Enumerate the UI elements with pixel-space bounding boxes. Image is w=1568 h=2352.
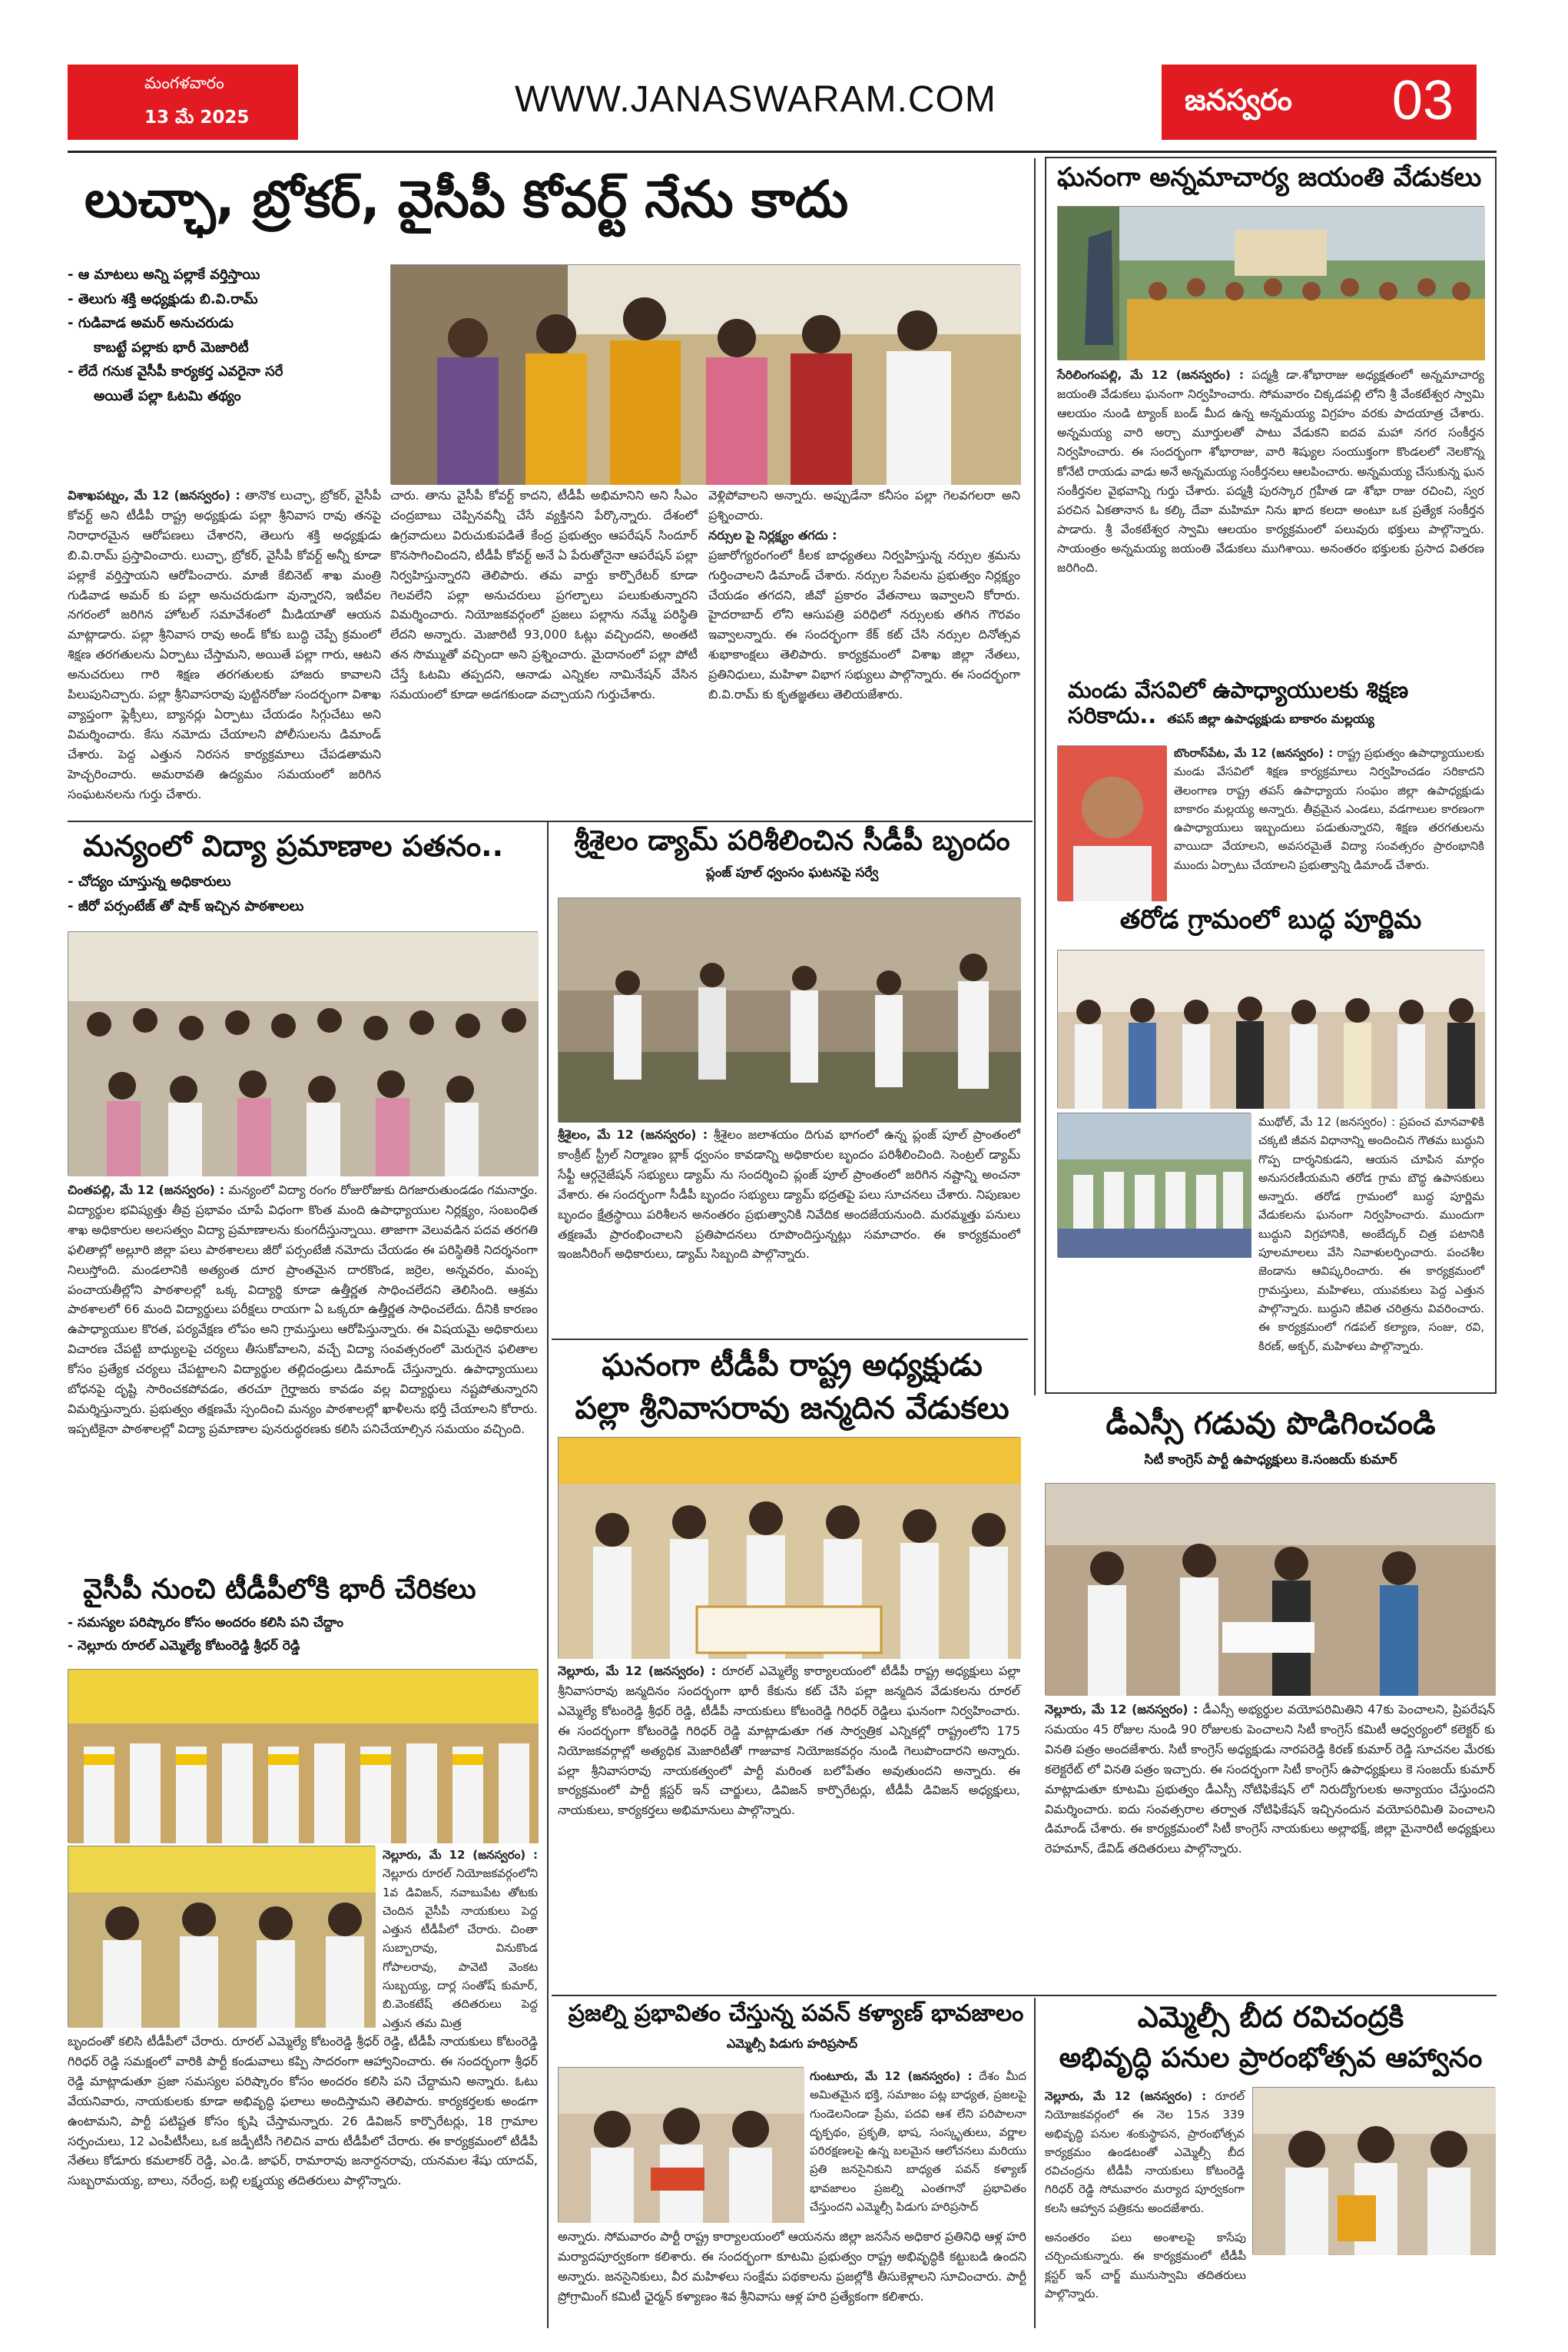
- birthday-photo: [558, 1437, 1020, 1658]
- birthday-headline-2: పల్లా శ్రీనివాసరావు జన్మదిన వేడుకలు: [575, 1391, 1009, 1426]
- website-link[interactable]: WWW.JANASWARAM.COM: [515, 79, 996, 120]
- teachers-body: బొంరాస్‌పేట, మే 12 (జనస్వరం) : రాష్ట్ర ప్రభుత్వం ఉపాధ్యాయులకు మండు వేసవిలో శిక్షణ కార్యక్రమాలు నిర్వహించడం సరికాదని తెలంగాణ రాష్ట్ర తపస్ ఉపాధ్యాయ సంఘం జిల్లా ఉపాధ్యక్షుడు బాకారం మల్లయ్య అన్నారు. తీవ్రమైన ఎండలు, వడగాలుల కారణంగా ఉపాధ్యాయులు ఇబ్బందులు పడుతున్నారని, శిక్షణ తరగతులను వాయిదా వేయాలని, అవసరమైతే విద్యా సంవత్సరం ప్రారంభానికి ముందు ఏర్పాటు చేయాలని ప్రభుత్వాన్ని డిమాండ్ చేశారు.: [1174, 746, 1484, 872]
- bullet-item: - గుడివాడ అమర్ అనుచరుడు: [68, 315, 234, 331]
- pawan-body: అన్నారు. సోమవారం పార్టీ రాష్ట్ర కార్యాలయంలో ఆయనను జిల్లా జనసేన అధికార ప్రతినిధి ఆళ్ల హరి మర్యాదపూర్వకంగా కలిశారు. ఈ సందర్భంగా కూటమి ప్రభుత్వం రాష్ట్ర అభివృద్ధికి కట్టుబడి ఉందని అన్నారు. జనసైనికులు, వీర మహిళలు సంక్షేమ పథకాలను ప్రజల్లోకి తీసుకెళ్లాలని సూచించారు. పార్టీ ప్రోగ్రామింగ్ కమిటీ ఛైర్మన్ కళ్యాణం శివ శ్రీనివాసు ఆళ్ల హరి ప్రత్యేకంగా కలిశారు.: [558, 2229, 1026, 2304]
- buddha-purnima-group-photo: [1058, 950, 1485, 1109]
- dsc-photo: [1045, 1483, 1495, 1695]
- education-bullets: [68, 870, 575, 918]
- birthday-headline-1: ఘనంగా టీడీపీ రాష్ట్ర అధ్యక్షుడు: [602, 1348, 983, 1383]
- bullet-item: - సమస్యల పరిష్కారం కోసం అందరం కలిసి పని చేద్దాం: [68, 1615, 343, 1630]
- pawan-photo: [558, 2067, 804, 2222]
- lead-col1: విశాఖపట్నం, మే 12 (జనస్వరం) : తానొక లుచ్ఛా, బ్రోకర్, వైసీపీ కోవర్ట్ అని టీడీపీ రాష్ట్ర అధ్యక్షుడు పల్లా శ్రీనివాస రావు తనపై నిరాధారమైన ఆరోపణలు చేశారని, తెలుగు శక్తి అధ్యక్షుడు బి.వి.రామ్ ప్రస్తావించారు. లుచ్ఛా, బ్రోకర్, వైసీపీ కోవర్ట్ అన్నీ కూడా పల్లాకే వర్తిస్తాయని ఆరోపించారు. మాజీ కేబినెట్ శాఖ మంత్రి గుడివాడ అమర్ కు పల్లా అనుచరుడుగా వున్నారని, ఇటీవల నగరంలో జరిగిన హోటల్ సమావేశంలో మీడియాతో ఆయన మాట్లాడారు. పల్లా శ్రీనివాస రావు అండ్ కోకు బుద్ధి చెప్పే క్రమంలో శిక్షణ తరగతులను ఏర్పాటు చేస్తామని, అయితే పల్లా గారు, ఆటని అనుచరులు గారి శిక్షణ తరగతులకు హాజరు కావాలని పిలుపునిచ్చారు. పల్లా శ్రీనివాసరావు పుట్టినరోజు సందర్భంగా విశాఖ వ్యాప్తంగా ఫ్లెక్సీలు, బ్యానర్లు ఏర్పాటు చేయడం సిగ్గుచేటు అని విమర్శించారు. కేసు నమోదు చేయాలని పోలీసులను డిమాండ్ చేశారు. పెద్ద ఎత్తున నిరసన కార్యక్రమాలు చేపడతామని హెచ్చరించారు. అమరావతి ఉద్యమం సమయంలో జరిగిన సంఘటనలను గుర్తు చేశారు.: [68, 488, 381, 801]
- buddha-body-cont: [1057, 1260, 1484, 1388]
- mlc-headline-1: ఎమ్మెల్సీ బీద రవిచంద్రకి: [1137, 2000, 1404, 2034]
- lead-col2: చారు. తాను వైసీపీ కోవర్ట్ కాదని, టీడీపీ అభిమానిని అని సీఎం చంద్రబాబు చెప్పినవన్నీ చేసే వ్యక్తినని పేర్కొన్నారు. దేశంలో ఉగ్రవాదులు విరుచుకుపడితే కేంద్ర ప్రభుత్వం ఆపరేషన్ సిందూర్ కొనసాగించిందని, టీడీపీ కోవర్ట్ అనే ఏ పేరుతోనైనా ఆపరేషన్ పల్లా నిర్వహిస్తున్నారని తెలిపారు. తమ వార్డు కార్పొరేటర్ కూడా గెలవలేని పల్లా అనుచరులు ప్రగల్భాలు పలుకుతున్నారని విమర్శించారు. నియోజకవర్గంలో ప్రజలు పల్లాను నమ్మే పరిస్థితి లేదని అన్నారు. మెజారిటీ 93,000 ఓట్లు వచ్చిందని, అంతటి తన సొమ్ముతో వచ్చిందా అని ప్రశ్నించారు. మైదానంలో పల్లా పోటీ చేస్తే ఓటమి తప్పదని, ఆనాడు ఎన్నికల నామినేషన్ వేసిన సమయంలో కూడా అడగకుండా వచ్చాయని గుర్తుచేశారు.: [390, 488, 698, 702]
- lead-col3-subhead: నర్సుల పై నిర్లక్ష్యం తగదు :: [708, 527, 837, 542]
- birthday-body: నెల్లూరు, మే 12 (జనస్వరం) : రూరల్ ఎమ్మెల్యే కార్యాలయంలో టీడీపీ రాష్ట్ర అధ్యక్షులు పల్లా శ్రీనివాసరావు జన్మదినం సందర్భంగా భారీ కేకును కట్ చేసి పల్లా జన్మదిన వేడుకలను రూరల్ ఎమ్మెల్యే కోటంరెడ్డి శ్రీధర్ రెడ్డి, టీడీపీ నాయకులు కోటంరెడ్డి గిరిధర్ రెడ్డిలు ఘనంగా నిర్వహించారు. ఈ సందర్భంగా కోటంరెడ్డి గిరిధర్ రెడ్డి మాట్లాడుతూ గత సార్వత్రిక ఎన్నికల్లో రాష్ట్రంలోని 175 నియోజకవర్గాల్లో అత్యధిక మెజారిటీతో గాజువాక నియోజకవర్గం నుండి గెలుపొందారని అన్నారు. పల్లా శ్రీనివాసరావు నాయకత్వంలో పార్టీ మరింత బలోపేతం అవుతుందని అన్నారు. ఈ కార్యక్రమంలో పార్టీ క్లస్టర్ ఇన్ చార్జులు, డివిజన్ కార్పొరేటర్లు, టీడీపీ డివిజన్ అధ్యక్షులు, నాయకులు, కార్యకర్తలు అభిమానులు పాల్గొన్నారు.: [558, 1664, 1020, 1818]
- ysrcp-body-side: నెల్లూరు, మే 12 (జనస్వరం) : నెల్లూరు రూరల్ నియోజకవర్గంలోని 1వ డివిజన్, నవాబుపేట తోటకు చెందిన వైసీపీ నాయకులు పెద్ద ఎత్తున టీడీపీలో చేరారు. చింతా సుబ్బారావు, వినుకొండ గోపాలరావు, పావెటి వెంకట సుబ్బయ్య, దార్ల సంతోష్ కుమార్, బి.వెంకటేష్ తదితరులు పెద్ద ఎత్తున తమ మిత్ర: [383, 1848, 538, 2030]
- buddha-photo-2: [1057, 1113, 1251, 1257]
- education-body: చింతపల్లి, మే 12 (జనస్వరం) : మన్యంలో విద్యా రంగం రోజురోజుకు దిగజారుతుండడం గమనార్హం. విద్యార్థుల భవిష్యత్తు తీవ్ర ప్రభావం చూపే విధంగా కొంత మంది ఉపాధ్యాయుల నిర్లక్ష్యం, సంబంధిత శాఖ అధికారుల అలసత్వం విద్యా ప్రమాణాలను కుంగదీస్తున్నాయి. తాజాగా వెలువడిన పదవ తరగతి ఫలితాల్లో అల్లూరి జిల్లా పలు పాఠశాలలు జీరో పర్సంటేజీ నమోదు చేయడం ఈ పరిస్థితికి నిదర్శనంగా నిలుస్తోంది. మండలానికి అత్యంత దూర ప్రాంతమైన దారకొండ, జర్రెల, అన్నవరం, మంప్ప పంచాయతీల్లోని పాఠశాలల్లో ఒక్క విద్యార్థి కూడా ఉత్తీర్ణత సాధించలేదని తెలిసింది. ఆశ్రమ పాఠశాలలో 66 మంది విద్యార్థులు పరీక్షలు రాయగా ఏ ఒక్కరూ ఉత్తీర్ణత సాధించలేదు. దీనికి కారణం ఉపాధ్యాయుల కొరత, పర్యవేక్షణ లోపం అని గ్రామస్తులు ఆరోపిస్తున్నారు. ఈ విషయమై అధికారులు విచారణ చేపట్టి బాధ్యులపై చర్యలు తీసుకోవాలని, వచ్చే విద్యా సంవత్సరంలో మెరుగైన ఫలితాల కోసం ప్రత్యేక చర్యలు చేపట్టాలని విద్యార్థుల తల్లిదండ్రులు డిమాండ్ చేస్తున్నారు. ఉపాధ్యాయులు బోధనపై దృష్టి సారించకపోవడం, తరచూ గైర్హాజరు కావడం వల్ల విద్యార్థులు నష్టపోతున్నారని విమర్శిస్తున్నారు. ప్రభుత్వం తక్షణమే స్పందించి మన్యం పాఠశాలల్లో ఖాళీలను భర్తీ చేయాలని కోరారు. ఇప్పటికైనా పాఠశాలల్లో విద్యా ప్రమాణాల పునరుద్ధరణకు కలిసి పనిచేయాల్సిన సమయం వచ్చింది.: [68, 1183, 538, 1436]
- education-headline: మన్యంలో విద్యా ప్రమాణాల పతనం..: [83, 829, 504, 863]
- ysrcp-photo-2: [68, 1846, 375, 2027]
- pawan-body-side: గుంటూరు, మే 12 (జనస్వరం) : దేశం మీద అమితమైన భక్తి, సమాజం పట్ల బాధ్యత, ప్రజలపై గుండెలనిండా ప్రేమ, పదవి ఆశ లేని పరిపాలనా దృక్పథం, ప్రకృతి, భాష, సంస్కృతులు, వర్ణాల పరిరక్షణలపై ఉన్న బలమైన ఆలోచనలు మరియు ప్రతి జనసైనికుని బాధ్యత పవన్ కళ్యాణ్ భావజాలం ప్రజల్ని ఎంతగానో ప్రభావితం చేస్తుందని ఎమ్మెల్సీ పిడుగు హరిప్రసాద్: [810, 2069, 1026, 2214]
- mlc-photo: [1252, 2087, 1495, 2254]
- lead-col3-text: వెళ్లిపోవాలని అన్నారు. అప్పుడేనా కనీసం పల్లా గెలవగలరా అని ప్రశ్నించారు.: [708, 488, 1020, 522]
- ysrcp-body: బృందంతో కలిసి టీడీపీలో చేరారు. రూరల్ ఎమ్మెల్యే కోటంరెడ్డి శ్రీధర్ రెడ్డి, టీడీపీ నాయకులు కోటంరెడ్డి గిరిధర్ రెడ్డి సమక్షంలో వారికి పార్టీ కండువాలు కప్పి సాదరంగా ఆహ్వానించారు. ఈ సందర్భంగా శ్రీధర్ రెడ్డి మాట్లాడుతూ ప్రజా సమస్యల పరిష్కారం కోసం అందరం కలిసి పని చేద్దామని అన్నారు. ఓటు వేయనివారు, నాయకులకు కూడా అభివృద్ధి ఫలాలు అందిస్తామని తెలిపారు. కార్యకర్తలకు అండగా ఉంటామని, పార్టీ పటిష్టత కోసం కృషి చేస్తామన్నారు. 26 డివిజన్ కార్పొరేటర్లు, 18 గ్రామాల సర్పంచులు, 12 ఎంపీటీసీలు, ఒక జడ్పీటీసీ గెలిచిన వారు టీడీపీలో చేరారు. ఈ కార్యక్రమంలో టీడీపీ నేతలు కోడూరు కమలాకర్ రెడ్డి, ఎం.డి. జాఫర్, రామారావు జనార్దనరావు, యనమల శేషు యాదవ్, సుబ్బరామయ్య, బాలు, నరేంద్ర, బల్లి లక్ష్మయ్య తదితరులు పాల్గొన్నారు.: [68, 2034, 538, 2188]
- srisailam-subhead: ప్లంజ్ పూల్ ధ్వంసం ఘటనపై సర్వే: [705, 865, 879, 881]
- ysrcp-headline: వైసీపీ నుంచి టీడీపీలోకి భారీ చేరికలు: [83, 1574, 476, 1605]
- pawan-subhead: ఎమ్మెల్సీ పిడుగు హరిప్రసాద్: [726, 2036, 858, 2051]
- education-photo: [68, 931, 538, 1176]
- teachers-headline: మండు వేసవిలో ఉపాధ్యాయులకు శిక్షణ సరికాదు..: [1068, 677, 1409, 729]
- bullet-item: - తెలుగు శక్తి అధ్యక్షుడు బి.వి.రామ్: [68, 290, 258, 307]
- bullet-item: - చోద్యం చూస్తున్న అధికారులు: [68, 874, 231, 890]
- bullet-item: అయితే పల్లా ఓటమి తథ్యం: [94, 387, 241, 404]
- bullet-item: - జీరో పర్సంటేజ్ తో షాక్ ఇచ్చిన పాఠశాలలు: [68, 897, 304, 914]
- teacher-portrait: [1058, 746, 1167, 901]
- paper-name: జనస్వరం: [1185, 83, 1292, 117]
- lead-bullets: [68, 263, 390, 408]
- ysrcp-photo-1: [68, 1669, 538, 1843]
- annamacharya-headline: ఘనంగా అన్నమాచార్య జయంతి వేడుకలు: [1057, 162, 1482, 193]
- brand-box: [1162, 65, 1477, 140]
- bullet-item: - లేదే గనుక వైసీపీ కార్యకర్త ఎవరైనా సరే: [68, 363, 283, 380]
- day-label: మంగళవారం: [144, 74, 224, 92]
- party-joining-close-photo: [68, 1846, 376, 2028]
- dsc-body: నెల్లూరు, మే 12 (జనస్వరం) : డీఎస్సీ అభ్యర్థుల వయోపరిమితిని 47కు పెంచాలని, ప్రిపరేషన్ సమయం 45 రోజుల నుండి 90 రోజులకు పెంచాలని సిటీ కాంగ్రెస్ కమిటీ ఆధ్వర్యంలో కలెక్టర్ కు వినతి పత్రం అందజేశారు. సిటీ కాంగ్రెస్ అధ్యక్షుడు నారపరెడ్డి కిరణ్ కుమార్ రెడ్డి సూచనల మేరకు కలెక్టరేట్ లో వినతి పత్రం ఇచ్చారు. ఈ సందర్భంగా సిటీ కాంగ్రెస్ ఉపాధ్యక్షులు కె సంజయ్ కుమార్ మాట్లాడుతూ కూటమి ప్రభుత్వం డీఎస్సీ నోటిఫికేషన్ లో నిరుద్యోగులకు అన్యాయం చేస్తుందని విమర్శించారు. ఐదు సంవత్సరాల తర్వాత నోటిఫికేషన్ ఇచ్చినందున వయోపరిమితి పెంచాలని డిమాండ్ చేశారు. ఈ కార్యక్రమంలో సిటీ కాంగ్రెస్ నాయకులు అల్లాభక్ష్, జిల్లా మైనారిటీ అధ్యక్షులు రెహమాన్, డేవిడ్ తదితరులు పాల్గొన్నారు.: [1045, 1702, 1495, 1856]
- srisailam-photo: [558, 897, 1020, 1122]
- bullet-item: - ఆ మాటలు అన్ని పల్లాకే వర్తిస్తాయి: [68, 267, 260, 283]
- students-crowd-photo: [68, 932, 539, 1176]
- cake-cutting-photo: [559, 1438, 1021, 1659]
- lead-headline: లుచ్ఛా, బ్రోకర్, వైసీపీ కోవర్ట్ నేను కాదు: [85, 170, 849, 229]
- date-label: 13 మే 2025: [144, 108, 250, 128]
- leader-felicitation-photo: [391, 265, 1021, 485]
- buddha-purnima-rally-photo: [1058, 1113, 1251, 1258]
- bullet-item: కాబట్టే పల్లాకు భారీ మెజారిటీ: [94, 339, 249, 356]
- header-divider: [68, 151, 1497, 153]
- annamacharya-statue-photo: [1058, 207, 1485, 360]
- annamacharya-body: సేరిలింగంపల్లి, మే 12 (జనస్వరం) : పద్మశ్రీ డా.శోభారాజు అధ్యక్షతంలో అన్నమాచార్య జయంతి వేడుకలు ఘనంగా నిర్వహించారు. సోమవారం చిక్కడపల్లి లోని శ్రీ వేంకటేశ్వర స్వామి ఆలయం నుండి ట్యాంక్ బండ్ మీద ఉన్న అన్నమయ్య విగ్రహం వరకు పాదయాత్ర చేశారు. అన్నమయ్య వారి అర్చా మూర్తులతో పాటు వేడుకని ఐదవ మహా నగర సంకీర్తన నిర్వహించారు. ఈ సందర్భంగా శోభారాజు, వారి శిష్యుల సంయుక్తంగా కొండలలో నెలకొన్న కోనేటి రాయడు వాడు అనే అన్నమయ్య సంకీర్తనలు ఆలపించారు. అన్నమయ్య చేసుకున్న ఘన సంకీర్తనల వైభవాన్ని గుర్తు చేశారు. పద్మశ్రీ పురస్కార గ్రహీత డా శోభా రాజు రచించి, స్వర పరచిన ఏకతానాన ఓ కల్కి దేవా మహిమా నిను ఖాద కలదా అంటూ ఒక ప్రత్యేక సంకీర్తన పాడారు. శ్రీ వేంకటేశ్వర స్వామి ఆలయం కార్యక్రమంలో పలువురు భక్తులు పాల్గొన్నారు. సాయంత్రం అన్నమయ్య జయంతి వేడుకలు ముగిశాయి. అనంతరం భక్తులకు ప్రసాద వితరణ జరిగింది.: [1057, 368, 1484, 576]
- section-divider: [552, 1339, 1028, 1340]
- mlc-body-side: నెల్లూరు, మే 12 (జనస్వరం) : రూరల్ నియోజకవర్గంలో ఈ నెల 15న 339 అభివృద్ధి పనుల శంకుస్థాపన, ప్రారంభోత్సవ కార్యక్రమం ఉండటంతో ఎమ్మెల్సీ బీద రవిచంద్రను టీడీపీ నాయకులు కోటంరెడ్డి గిరిధర్ రెడ్డి సోమవారం మర్యాద పూర్వకంగా కలసి ఆహ్వాన పత్రికను అందజేశారు.: [1045, 2089, 1245, 2215]
- dam-inspection-photo: [559, 898, 1021, 1123]
- mlc-body: అనంతరం పలు అంశాలపై కాసేపు చర్చించుకున్నారు. ఈ కార్యక్రమంలో టీడీపీ క్లస్టర్ ఇన్ చార్జ్ మునుస్వామి తదితరులు పాల్గొన్నారు.: [1045, 2231, 1246, 2301]
- column-divider: [547, 822, 549, 2328]
- mlc-meeting-photo: [559, 2068, 804, 2223]
- lead-photo: [390, 264, 1020, 484]
- annamacharya-photo: [1057, 206, 1484, 360]
- petition-submission-photo: [1046, 1484, 1496, 1696]
- column-divider: [1034, 158, 1036, 1395]
- dsc-headline: డీఎస్సీ గడువు పొడిగించండి: [1106, 1406, 1436, 1441]
- date-box: [68, 65, 298, 140]
- section-divider: [68, 821, 1033, 822]
- bullet-item: - నెల్లూరు రూరల్ ఎమ్మెల్యే కోటంరెడ్డి శ్రీధర్ రెడ్డి: [68, 1637, 300, 1654]
- buddha-body: ముథోల్, మే 12 (జనస్వరం) : ప్రపంచ మానవాళికి చక్కటి జీవన విధానాన్ని అందించిన గౌతమ బుద్ధుని గొప్ప దార్శనికుడని, ఆయన చూపిన మార్గం అనుసరణీయమని తరోడ గ్రామ బౌద్ధ ఉపాసకులు అన్నారు. తరోడ గ్రామంలో బుద్ధ పూర్ణిమ వేడుకలను ఘనంగా నిర్వహించారు. ముందుగా బుద్ధుని విగ్రహానికి, అంబేద్కర్ చిత్ర పటానికి పూలమాలలు వేసి నివాళులర్పించారు. పంచశీల జెండాను ఆవిష్కరించారు. ఈ కార్యక్రమంలో గ్రామస్తులు, మహిళలు, యువకులు పెద్ద ఎత్తున పాల్గొన్నారు. బుద్ధుని జీవిత చరిత్రను వివరించారు. ఈ కార్యక్రమంలో గడపల్ కల్యాణ, సంజు, రవి, కిరణ్, అక్బర్, మహిళలు పాల్గొన్నారు.: [1258, 1115, 1484, 1353]
- column-divider: [1034, 1998, 1036, 2328]
- dsc-subhead: సిటీ కాంగ్రెస్ పార్టీ ఉపాధ్యక్షులు కె.సంజయ్ కుమార్: [1144, 1452, 1397, 1468]
- teacher-photo: [1057, 745, 1166, 901]
- mlc-headline-2: అభివృద్ధి పనుల ప్రారంభోత్సవ ఆహ్వానం: [1059, 2042, 1483, 2074]
- party-joining-group-photo: [68, 1670, 539, 1843]
- invitation-handover-photo: [1253, 2088, 1496, 2255]
- buddha-headline: తరోడ గ్రామంలో బుద్ధ పూర్ణిమ: [1119, 904, 1422, 935]
- buddha-body-side: [1258, 1113, 1484, 1353]
- ysrcp-bullets: [68, 1612, 544, 1658]
- srisailam-body: శ్రీశైలం, మే 12 (జనస్వరం) : శ్రీశైలం జలాశయం దిగువ భాగంలో ఉన్న ప్లంజ్ పూల్ ప్రాంతంలో కాంక్రీట్ స్ట్రీల్ నిర్మాణం బ్లాక్ ధ్వంసం కావడాన్ని అధికారుల బృందం పరిశీలించింది. సెంట్రల్ డ్యామ్ సేఫ్టీ ఆర్గనైజేషన్ సభ్యులు డ్యామ్ ను సందర్శించి ప్లంజ్ పూల్ ప్రాంతంలో జరిగిన నష్టాన్ని అంచనా వేశారు. ఈ సందర్భంగా సీడీపీ బృందం సభ్యులు డ్యామ్ భద్రతపై పలు సూచనలు చేశారు. నిపుణుల బృందం క్షేత్రస్థాయి పరిశీలన అనంతరం ప్రభుత్వానికి నివేదిక అందజేయనుంది. మరమ్మత్తు పనులు తక్షణమే ప్రారంభించాలని ప్రతిపాదనలు రూపొందిస్తున్నట్లు సమాచారం. ఈ కార్యక్రమంలో ఇంజనీరింగ్ అధికారులు, డ్యామ్ సిబ్బంది పాల్గొన్నారు.: [558, 1127, 1021, 1262]
- lead-col3: [708, 486, 1020, 814]
- page-number: 03: [1391, 70, 1454, 131]
- lead-col3b-text: ప్రజారోగ్యరంగంలో కీలక బాధ్యతలు నిర్వహిస్తున్న నర్సుల శ్రమను గుర్తించాలని డిమాండ్ చేశారు. నర్సుల సేవలను ప్రభుత్వం నిర్లక్ష్యం చేయడం తగదని, జీవో ప్రకారం వేతనాలు ఇవ్వాలని కోరారు. హైదరాబాద్ లోని ఆసుపత్రి పరిధిలో నర్సులకు తగిన గౌరవం ఇవ్వాలన్నారు. ఈ సందర్భంగా కేక్ కట్ చేసి నర్సుల దినోత్సవ శుభాకాంక్షలు తెలిపారు. కార్యక్రమంలో విశాఖ జిల్లా నేతలు, ప్రతినిధులు, మహిళా విభాగ సభ్యులు పాల్గొన్నారు. ఈ సందర్భంగా బి.వి.రామ్ కు కృతజ్ఞతలు తెలియజేశారు.: [708, 547, 1020, 702]
- section-divider: [552, 1995, 1497, 1996]
- teachers-subhead: తపస్ జిల్లా ఉపాధ్యక్షుడు బాకారం మల్లయ్య: [1167, 712, 1374, 726]
- srisailam-headline: శ్రీశైలం డ్యామ్ పరిశీలించిన సీడీపీ బృందం: [574, 825, 1010, 857]
- buddha-photo-1: [1057, 950, 1484, 1108]
- pawan-headline: ప్రజల్ని ప్రభావితం చేస్తున్న పవన్ కళ్యాణ్ భావజాలం: [568, 2000, 1024, 2027]
- masthead: [0, 65, 1568, 149]
